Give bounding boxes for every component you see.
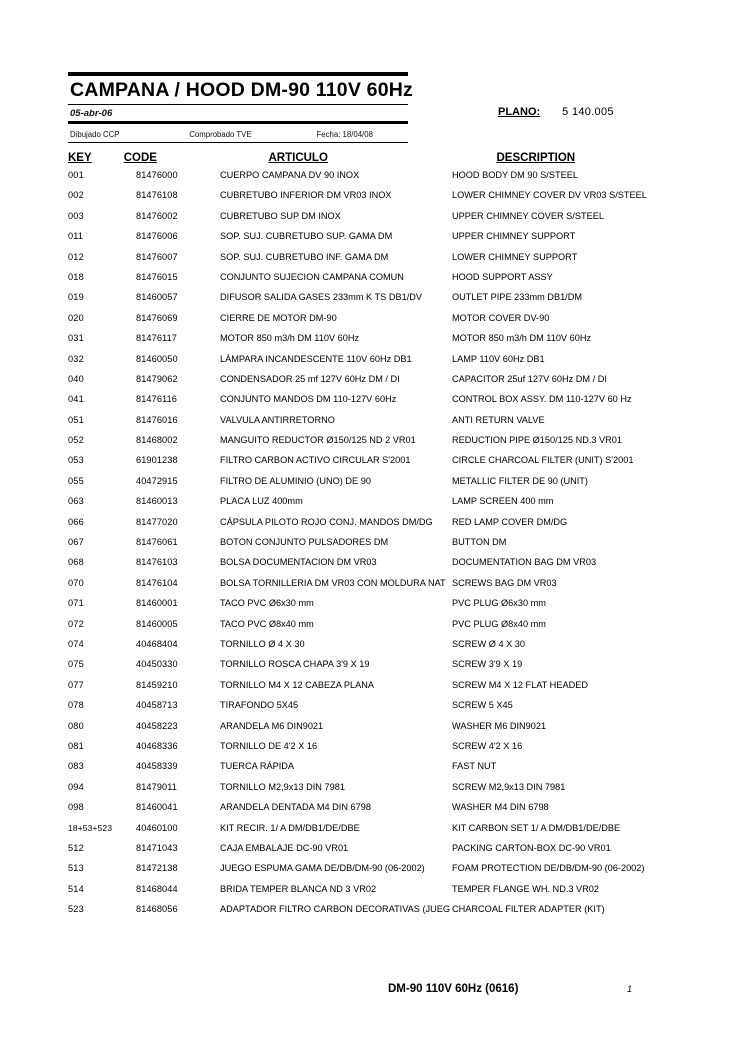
cell-key: 080 — [68, 720, 84, 731]
cell-code: 81479011 — [136, 781, 177, 792]
cell-key: 077 — [68, 679, 84, 690]
cell-articulo: SOP. SUJ. CUBRETUBO INF. GAMA DM — [220, 251, 389, 262]
cell-code: 81460057 — [136, 292, 178, 303]
cell-code: 40450330 — [136, 659, 178, 670]
cell-articulo: TORNILLO M4 X 12 CABEZA PLANA — [220, 679, 375, 690]
table-row — [68, 313, 698, 333]
footer-page-number: 1 — [627, 984, 633, 994]
cell-description: SCREWS BAG DM VR03 — [452, 577, 557, 588]
cell-description: SCREW 3'9 X 19 — [452, 659, 523, 670]
table-row — [68, 823, 698, 843]
cell-articulo: CAJA EMBALAJE DC-90 VR01 — [220, 842, 349, 853]
cell-code: 81460013 — [136, 496, 178, 507]
cell-key: 513 — [68, 863, 84, 874]
table-row — [68, 537, 698, 557]
cell-articulo: TORNILLO Ø 4 X 30 — [220, 638, 305, 649]
cell-description: UPPER CHIMNEY COVER S/STEEL — [452, 210, 604, 221]
cell-code: 81476007 — [136, 251, 178, 262]
cell-code: 81476016 — [136, 414, 178, 425]
cell-description: METALLIC FILTER DE 90 (UNIT) — [452, 475, 588, 486]
cell-code: 81477020 — [136, 516, 178, 527]
cell-code: 81468056 — [136, 904, 178, 915]
cell-description: MOTOR 850 m3/h DM 110V 60Hz — [452, 333, 592, 344]
cell-description: LAMP 110V 60Hz DB1 — [452, 353, 545, 364]
cell-description: FAST NUT — [452, 761, 497, 772]
cell-articulo: DIFUSOR SALIDA GASES 233mm K TS DB1/DV — [220, 292, 423, 303]
cell-articulo: BOLSA DOCUMENTACION DM VR03 — [220, 557, 377, 568]
cell-description: CIRCLE CHARCOAL FILTER (UNIT) S'2001 — [452, 455, 634, 466]
cell-key: 063 — [68, 496, 84, 507]
cell-code: 40460100 — [136, 822, 178, 833]
cell-code: 81476069 — [136, 312, 178, 323]
cell-code: 81459210 — [136, 679, 178, 690]
cell-articulo: ARANDELA DENTADA M4 DIN 6798 — [220, 802, 371, 813]
table-row — [68, 721, 698, 741]
cell-description: UPPER CHIMNEY SUPPORT — [452, 231, 576, 242]
cell-code: 81476104 — [136, 577, 178, 588]
cell-articulo: CUBRETUBO INFERIOR DM VR03 INOX — [220, 190, 392, 201]
table-row — [68, 496, 698, 516]
cell-code: 81476116 — [136, 394, 177, 405]
cell-articulo: TORNILLO ROSCA CHAPA 3'9 X 19 — [220, 659, 370, 670]
cell-code: 81460001 — [136, 598, 178, 609]
table-row — [68, 843, 698, 863]
cell-key: 051 — [68, 414, 84, 425]
cell-description: OUTLET PIPE 233mm DB1/DM — [452, 292, 583, 303]
checked-by: Comprobado TVE — [189, 130, 252, 139]
cell-articulo: CUBRETUBO SUP DM INOX — [220, 210, 341, 221]
cell-articulo: CÁPSULA PILOTO ROJO CONJ. MANDOS DM/DG — [220, 516, 433, 527]
cell-key: 075 — [68, 659, 84, 670]
cell-code: 81472138 — [136, 863, 178, 874]
cell-articulo: FILTRO CARBON ACTIVO CIRCULAR S'2001 — [220, 455, 411, 466]
cell-key: 053 — [68, 455, 84, 466]
table-row — [68, 904, 698, 924]
cell-articulo: CONDENSADOR 25 mf 127V 60Hz DM / DI — [220, 373, 400, 384]
table-row — [68, 374, 698, 394]
table-row — [68, 333, 698, 353]
cell-description: KIT CARBON SET 1/ A DM/DB1/DE/DBE — [452, 822, 621, 833]
table-row — [68, 639, 698, 659]
title-meta-row — [68, 124, 408, 142]
cell-key: 098 — [68, 802, 84, 813]
cell-articulo: LÁMPARA INCANDESCENTE 110V 60Hz DB1 — [220, 353, 412, 364]
cell-description: TEMPER FLANGE WH. ND.3 VR02 — [452, 883, 600, 894]
cell-articulo: CUERPO CAMPANA DV 90 INOX — [220, 170, 360, 180]
cell-description: PVC PLUG Ø6x30 mm — [452, 598, 546, 609]
cell-key: 081 — [68, 740, 84, 751]
title-block — [68, 72, 413, 143]
table-row — [68, 782, 698, 802]
cell-key: 523 — [68, 904, 84, 915]
table-row — [68, 211, 698, 231]
table-row — [68, 415, 698, 435]
cell-articulo: PLACA LUZ 400mm — [220, 496, 303, 507]
cell-key: 001 — [68, 170, 84, 180]
table-row — [68, 252, 698, 272]
cell-key: 012 — [68, 251, 84, 262]
cell-key: 018 — [68, 271, 84, 282]
cell-key: 083 — [68, 761, 84, 772]
table-row — [68, 578, 698, 598]
cell-description: MOTOR COVER DV-90 — [452, 312, 550, 323]
cell-key: 072 — [68, 618, 84, 629]
cell-articulo: BOLSA TORNILLERIA DM VR03 CON MOLDURA NAT — [220, 577, 446, 588]
cell-description: REDUCTION PIPE Ø150/125 ND.3 VR01 — [452, 435, 623, 446]
table-row — [68, 557, 698, 577]
cell-code: 81479062 — [136, 373, 178, 384]
cell-articulo: MANGUITO REDUCTOR Ø150/125 ND 2 VR01 — [220, 435, 416, 446]
cell-code: 81468044 — [136, 883, 178, 894]
cell-code: 81476108 — [136, 190, 178, 201]
cell-key: 070 — [68, 577, 84, 588]
cell-code: 40468336 — [136, 740, 178, 751]
cell-key: 068 — [68, 557, 84, 568]
cell-key: 052 — [68, 435, 84, 446]
cell-description: DOCUMENTATION BAG DM VR03 — [452, 557, 597, 568]
table-row — [68, 476, 698, 496]
cell-code: 81476000 — [136, 170, 178, 180]
cell-description: HOOD SUPPORT ASSY — [452, 271, 553, 282]
cell-description: LOWER CHIMNEY COVER DV VR03 S/STEEL — [452, 190, 647, 201]
cell-code: 81468002 — [136, 435, 178, 446]
cell-articulo: ADAPTADOR FILTRO CARBON DECORATIVAS (JUEG — [220, 904, 451, 915]
document-title: CAMPANA / HOOD DM-90 110V 60Hz — [70, 79, 413, 101]
cell-key: 078 — [68, 700, 84, 711]
cell-code: 81476061 — [136, 537, 178, 548]
table-row — [68, 863, 698, 883]
cell-key: 019 — [68, 292, 84, 303]
footer-model: DM-90 110V 60Hz (0616) — [388, 983, 519, 995]
table-row — [68, 354, 698, 374]
table-row — [68, 761, 698, 781]
column-header-key: KEY — [68, 152, 92, 164]
cell-description: SCREW M2,9x13 DIN 7981 — [452, 781, 566, 792]
cell-articulo: CIERRE DE MOTOR DM-90 — [220, 312, 337, 323]
cell-code: 81460005 — [136, 618, 178, 629]
cell-articulo: FILTRO DE ALUMINIO (UNO) DE 90 — [220, 475, 371, 486]
cell-code: 81476117 — [136, 333, 177, 344]
cell-articulo: SOP. SUJ. CUBRETUBO SUP. GAMA DM — [220, 231, 393, 242]
cell-description: SCREW 4'2 X 16 — [452, 740, 523, 751]
column-header-description: DESCRIPTION — [496, 152, 576, 164]
table-row — [68, 741, 698, 761]
meta-date: Fecha: 18/04/08 — [316, 130, 373, 139]
cell-description: FOAM PROTECTION DE/DB/DM-90 (06-2002) — [452, 863, 645, 874]
table-header-row — [68, 152, 698, 170]
cell-description: SCREW 5 X45 — [452, 700, 513, 711]
table-row — [68, 170, 698, 190]
table-row — [68, 455, 698, 475]
table-row — [68, 190, 698, 210]
cell-description: PACKING CARTON-BOX DC-90 VR01 — [452, 842, 611, 853]
cell-code: 40468404 — [136, 638, 178, 649]
cell-articulo: TORNILLO M2,9x13 DIN 7981 — [220, 781, 345, 792]
cell-description: CHARCOAL FILTER ADAPTER (KIT) — [452, 904, 605, 915]
cell-code: 81476103 — [136, 557, 178, 568]
cell-code: 81476002 — [136, 210, 178, 221]
table-row — [68, 659, 698, 679]
table-row — [68, 802, 698, 822]
column-header-articulo: ARTICULO — [268, 152, 328, 164]
cell-articulo: ARANDELA M6 DIN9021 — [220, 720, 324, 731]
cell-key: 040 — [68, 373, 84, 384]
table-row — [68, 700, 698, 720]
title-meta-rule — [68, 142, 408, 143]
cell-articulo: CONJUNTO SUJECION CAMPANA COMUN — [220, 271, 404, 282]
cell-articulo: MOTOR 850 m3/h DM 110V 60Hz — [220, 333, 360, 344]
cell-description: LAMP SCREEN 400 mm — [452, 496, 554, 507]
cell-code: 40472915 — [136, 475, 178, 486]
cell-articulo: TACO PVC Ø6x30 mm — [220, 598, 314, 609]
cell-code: 81476015 — [136, 271, 178, 282]
cell-key: 003 — [68, 210, 84, 221]
cell-code: 81476006 — [136, 231, 178, 242]
cell-description: SCREW Ø 4 X 30 — [452, 638, 526, 649]
cell-key: 066 — [68, 516, 84, 527]
plano-value: 5 140.005 — [562, 106, 614, 118]
cell-articulo: JUEGO ESPUMA GAMA DE/DB/DM-90 (06-2002) — [220, 863, 425, 874]
cell-articulo: TORNILLO DE 4'2 X 16 — [220, 740, 318, 751]
cell-key: 18+53+523 — [68, 822, 113, 833]
cell-code: 40458339 — [136, 761, 178, 772]
cell-articulo: KIT RECIR. 1/ A DM/DB1/DE/DBE — [220, 822, 360, 833]
cell-description: CAPACITOR 25uf 127V 60Hz DM / DI — [452, 373, 607, 384]
cell-articulo: BOTON CONJUNTO PULSADORES DM — [220, 537, 389, 548]
cell-code: 81471043 — [136, 842, 178, 853]
cell-articulo: VALVULA ANTIRRETORNO — [220, 414, 335, 425]
cell-code: 81460041 — [136, 802, 178, 813]
cell-key: 002 — [68, 190, 84, 201]
cell-key: 071 — [68, 598, 84, 609]
table-row — [68, 231, 698, 251]
page-footer — [0, 983, 744, 1003]
table-row — [68, 598, 698, 618]
table-row — [68, 272, 698, 292]
cell-description: RED LAMP COVER DM/DG — [452, 516, 568, 527]
cell-key: 514 — [68, 883, 84, 894]
cell-key: 011 — [68, 231, 84, 242]
cell-code: 40458223 — [136, 720, 178, 731]
column-header-code: CODE — [123, 152, 157, 164]
cell-articulo: TIRAFONDO 5X45 — [220, 700, 299, 711]
table-body — [68, 170, 698, 924]
revision-date: 05-abr-06 — [70, 108, 113, 119]
table-row — [68, 884, 698, 904]
cell-articulo: TUERCA RÁPIDA — [220, 761, 295, 772]
cell-description: CONTROL BOX ASSY. DM 110-127V 60 Hz — [452, 394, 632, 405]
cell-description: BUTTON DM — [452, 537, 507, 548]
table-row — [68, 517, 698, 537]
cell-description: LOWER CHIMNEY SUPPORT — [452, 251, 578, 262]
cell-key: 031 — [68, 333, 84, 344]
cell-key: 512 — [68, 842, 84, 853]
cell-description: HOOD BODY DM 90 S/STEEL — [452, 170, 578, 180]
table-row — [68, 292, 698, 312]
cell-articulo: TACO PVC Ø8x40 mm — [220, 618, 314, 629]
cell-description: ANTI RETURN VALVE — [452, 414, 545, 425]
cell-code: 81460050 — [136, 353, 178, 364]
cell-key: 055 — [68, 475, 84, 486]
cell-articulo: BRIDA TEMPER BLANCA ND 3 VR02 — [220, 883, 377, 894]
cell-key: 094 — [68, 781, 84, 792]
cell-description: PVC PLUG Ø8x40 mm — [452, 618, 546, 629]
table-row — [68, 435, 698, 455]
cell-key: 041 — [68, 394, 84, 405]
cell-key: 032 — [68, 353, 84, 364]
plano-block — [498, 106, 614, 118]
cell-key: 067 — [68, 537, 84, 548]
cell-description: WASHER M4 DIN 6798 — [452, 802, 549, 813]
parts-table — [68, 152, 698, 924]
cell-key: 074 — [68, 638, 84, 649]
cell-key: 020 — [68, 312, 84, 323]
cell-code: 61901238 — [136, 455, 178, 466]
table-row — [68, 680, 698, 700]
cell-description: WASHER M6 DIN9021 — [452, 720, 547, 731]
drawn-by: Dibujado CCP — [70, 130, 120, 139]
cell-articulo: CONJUNTO MANDOS DM 110-127V 60Hz — [220, 394, 397, 405]
cell-code: 40458713 — [136, 700, 178, 711]
table-row — [68, 619, 698, 639]
plano-label: PLANO: — [498, 106, 541, 118]
table-row — [68, 394, 698, 414]
cell-description: SCREW M4 X 12 FLAT HEADED — [452, 679, 588, 690]
